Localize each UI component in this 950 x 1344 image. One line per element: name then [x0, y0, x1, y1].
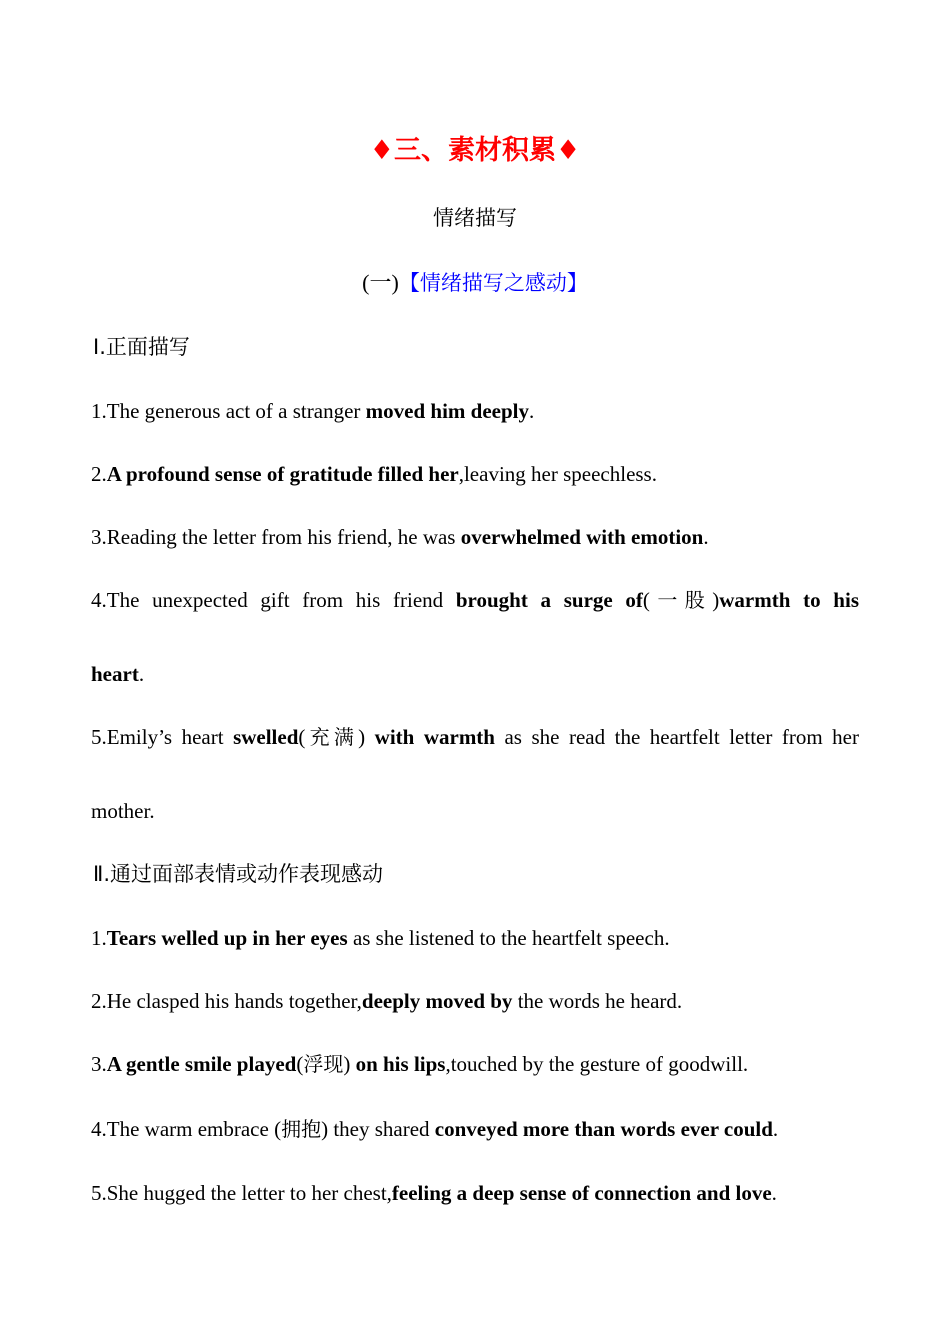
part1-item-1 [91, 395, 859, 427]
part2-item-5 [91, 1177, 859, 1209]
section-number: (一) [362, 270, 399, 295]
item-phrase: with warmth [374, 725, 495, 749]
item-phrase: overwhelmed with emotion [460, 525, 704, 549]
item-text: . [138, 662, 145, 686]
part1-item-5-line-1 [91, 721, 859, 753]
part1-item-4-line-1 [91, 584, 859, 616]
item-text: Reading the letter from his friend, he was [106, 525, 461, 549]
part2-item-1 [91, 922, 859, 954]
part1-item-5-line-2 [91, 795, 859, 827]
item-phrase: swelled [233, 725, 299, 749]
item-text: the words he heard. [512, 989, 683, 1013]
item-text: She hugged the letter to her chest, [106, 1181, 392, 1205]
part1-item-4-line-2 [91, 658, 859, 690]
item-chinese-gloss: 浮现 [303, 1052, 344, 1076]
item-phrase: brought a surge of [455, 588, 643, 612]
item-text: The unexpected gift from his friend [106, 588, 456, 612]
document-title: ♦三、素材积累♦ [369, 135, 581, 166]
item-text: . [703, 525, 709, 549]
item-text: ) [712, 588, 720, 612]
part1-item-2 [91, 458, 859, 490]
item-number: 2. [91, 989, 107, 1013]
item-number: 5. [91, 1181, 107, 1205]
item-text: . [772, 1117, 779, 1141]
item-number: 2. [91, 462, 107, 486]
item-phrase: A profound sense of gratitude filled her [106, 462, 459, 486]
item-text: ,touched by the gesture of goodwill. [445, 1052, 749, 1076]
item-text: as she listened to the heartfelt speech. [347, 926, 670, 950]
document-subtitle: 情绪描写 [433, 206, 517, 230]
item-phrase: deeply moved by [361, 989, 513, 1013]
item-text: . [528, 399, 535, 423]
section-heading [0, 267, 950, 299]
item-number: 3. [91, 1052, 107, 1076]
item-phrase: Tears welled up in her eyes [106, 926, 348, 950]
item-number: 3. [91, 525, 107, 549]
item-phrase: feeling a deep sense of connection and love [391, 1181, 772, 1205]
item-text: ( [298, 725, 306, 749]
item-text: ,leaving her speechless. [458, 462, 657, 486]
item-phrase: A gentle smile played [106, 1052, 297, 1076]
item-text: The warm embrace ( [106, 1117, 282, 1141]
item-text: ( [296, 1052, 304, 1076]
item-phrase: heart [91, 662, 139, 686]
item-text: Emily’s heart [106, 725, 234, 749]
item-text: He clasped his hands together, [106, 989, 362, 1013]
item-text: mother. [91, 799, 155, 823]
item-number: 4. [91, 1117, 107, 1141]
part2-item-3 [91, 1048, 859, 1080]
item-number: 1. [91, 926, 107, 950]
item-phrase: moved him deeply [365, 399, 529, 423]
item-chinese-gloss: 拥抱 [281, 1117, 322, 1141]
item-number: 4. [91, 588, 107, 612]
item-chinese-gloss: 一股 [649, 588, 713, 612]
item-text: as she read the heartfelt letter from her [494, 725, 859, 749]
item-number: 1. [91, 399, 107, 423]
item-number: 5. [91, 725, 107, 749]
part1-item-3 [91, 521, 859, 553]
item-text: ) they shared [321, 1117, 435, 1141]
item-phrase: warmth to his [719, 588, 859, 612]
item-text: The generous act of a stranger [106, 399, 366, 423]
item-text: ( [642, 588, 650, 612]
item-text: ) [358, 725, 375, 749]
item-phrase: conveyed more than words ever could [434, 1117, 773, 1141]
item-text: ) [343, 1052, 356, 1076]
section-label: 【情绪描写之感动】 [398, 271, 588, 295]
part2-heading: Ⅱ.通过面部表情或动作表现感动 [93, 862, 384, 886]
item-chinese-gloss: 充满 [305, 725, 359, 749]
part2-item-4 [91, 1113, 859, 1145]
item-text: . [771, 1181, 777, 1205]
item-phrase: on his lips [355, 1052, 446, 1076]
part1-heading: Ⅰ.正面描写 [93, 335, 190, 359]
part2-item-2 [91, 985, 859, 1017]
